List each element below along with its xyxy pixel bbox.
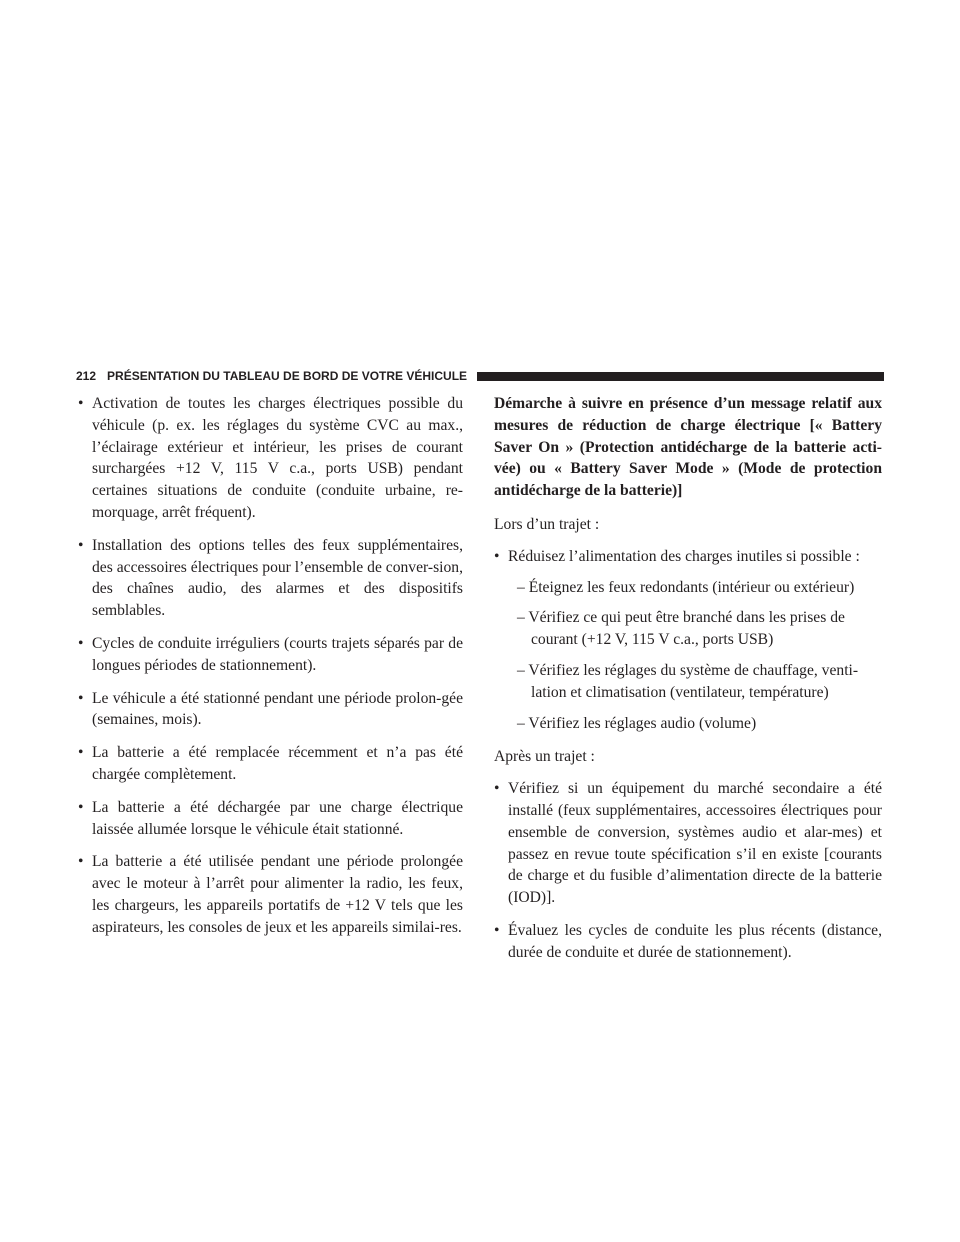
list-item: • Installation des options telles des feux supplémentaires, des accessoires électriques pour l’ensemble de conver-sion, des chaînes audio, des alarmes et des dispositifs semblables. xyxy=(78,535,463,622)
list-item: • Le véhicule a été stationné pendant une période prolon-gée (semaines, mois). xyxy=(78,688,463,732)
left-column xyxy=(78,393,463,950)
during-trip-label: Lors d’un trajet : xyxy=(494,515,600,533)
list-item: • La batterie a été déchargée par une charge électrique laissée allumée lorsque le véhicule était stationné. xyxy=(78,797,463,841)
sub-list-item: – Vérifiez les réglages audio (volume) xyxy=(517,714,757,732)
list-item: • Évaluez les cycles de conduite les plus récents (distance, durée de conduite et durée de stationnement). xyxy=(494,920,882,964)
list-item: • Vérifiez si un équipement du marché secondaire a été installé (feux supplémentaires, accessoires électriques pour ensemble de conversion, systèmes audio et alar-mes) et passez en revue toute spécification s’il en existe [courants de charge et du fusible d’alimentation directe de la batterie (IOD)]. xyxy=(494,778,882,909)
sub-list-item: – Éteignez les feux redondants (intérieur ou extérieur) xyxy=(517,578,855,596)
list-item: • Cycles de conduite irréguliers (courts trajets séparés par de longues périodes de stationnement). xyxy=(78,633,463,677)
page-header xyxy=(76,365,884,387)
list-item: • Réduisez l’alimentation des charges inutiles si possible : xyxy=(494,546,882,568)
section-title: PRÉSENTATION DU TABLEAU DE BORD DE VOTRE VÉHICULE xyxy=(107,369,468,383)
sub-list-item: – Vérifiez ce qui peut être branché dans les prises de courant (+12 V, 115 V c.a., ports USB) xyxy=(517,609,845,649)
list-item: • La batterie a été utilisée pendant une période prolongée avec le moteur à l’arrêt pour alimenter la radio, les feux, les chargeurs, les appareils portatifs de +12 V tels que les aspirateurs, les consoles de jeux et les appareils similai-res. xyxy=(78,851,463,938)
list-item: • Activation de toutes les charges électriques possible du véhicule (p. ex. les réglages du système CVC au max., l’éclairage extérieur et intérieur, les prises de courant surchargées +12 V, 115 V c.a., ports USB) pendant certaines situations de conduite (conduite urbaine, re-morquage, arrêt fréquent). xyxy=(78,393,463,524)
page-number: 212 xyxy=(76,369,97,383)
sub-list-item: – Vérifiez les réglages du système de chauffage, venti-lation et climatisation (ventilateur, température) xyxy=(517,661,859,701)
list-item: • La batterie a été remplacée récemment et n’a pas été chargée complètement. xyxy=(78,742,463,786)
header-rule xyxy=(477,372,884,381)
after-trip-label: Après un trajet : xyxy=(494,748,595,766)
right-column xyxy=(494,393,882,975)
section-heading: Démarche à suivre en présence d’un message relatif aux mesures de réduction de charge électrique [« Battery Saver On » (Protection antidécharge de la batterie acti-vée) ou « Battery Saver Mode » (Mode de protection antidécharge de la batterie)] xyxy=(494,395,882,500)
